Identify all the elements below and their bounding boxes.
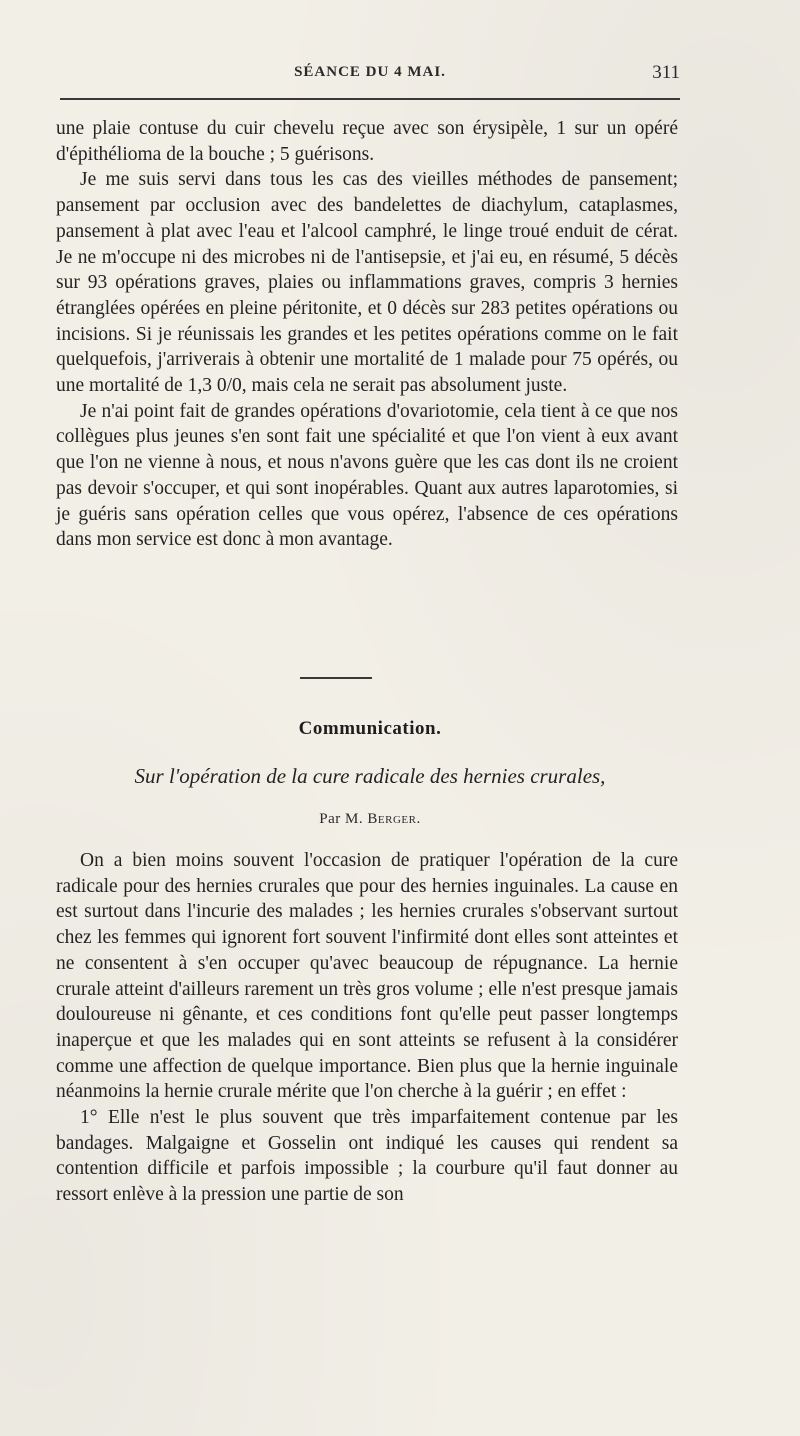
- byline-prefix: Par M.: [319, 811, 364, 827]
- text-block-top: [56, 116, 678, 553]
- author-name: Berger.: [367, 811, 421, 827]
- header-rule: [60, 98, 680, 100]
- text-block-bottom: [56, 848, 678, 1208]
- paragraph: 1° Elle n'est le plus souvent que très imparfaitement contenue par les bandages. Malgaigne et Gosselin ont indiqué les causes qui rendent sa contention difficile et parfois impossible ; la courbure qu'il faut donner au ressort enlève à la pression une partie de son: [56, 1107, 678, 1206]
- paragraph: Je me suis servi dans tous les cas des vieilles méthodes de pansement; pansement par occlusion avec des bandelettes de diachylum, cataplasmes, pansement à plat avec l'eau et l'alcool camphré, le linge troué enduit de cérat. Je ne m'occupe ni des microbes ni de l'antisepsie, et j'ai eu, en résumé, 5 décès sur 93 opérations graves, plaies ou inflammations graves, compris 3 hernies étranglées opérées en pleine péritonite, et 0 décès sur 283 petites opérations ou incisions. Si je réunissais les grandes et les petites opérations comme on le fait quelquefois, j'arriverais à obtenir une mortalité de 1 malade pour 75 opérés, ou une mortalité de 1,3 0/0, mais cela ne serait pas absolument juste.: [56, 169, 678, 397]
- paragraph: On a bien moins souvent l'occasion de pratiquer l'opération de la cure radicale pour des hernies crurales que pour des hernies inguinales. La cause en est surtout dans l'incurie des malades ; les hernies crurales s'observant surtout chez les femmes qui ignorent fort souvent l'infirmité dont elles sont atteintes et ne consentent à s'en occuper qu'avec beaucoup de répugnance. La hernie crurale atteint d'ailleurs rarement un très gros volume ; elle n'est presque jamais douloureuse ni gênante, et ces conditions font qu'elle peut passer longtemps inaperçue et que les malades qui en sont atteints se refusent à la considérer comme une affection de quelque importance. Bien plus que la hernie inguinale néanmoins la hernie crurale mérite que l'on cherche à la guérir ; en effet :: [56, 850, 678, 1103]
- running-title: SÉANCE DU 4 MAI.: [294, 64, 446, 80]
- paragraph: Je n'ai point fait de grandes opérations d'ovariotomie, cela tient à ce que nos collègues plus jeunes s'en sont fait une spécialité et que l'on vient à eux avant que l'on ne vienne à nous, et nous n'avons guère que les cas dont ils ne croient pas devoir s'occuper, et qui sont inopérables. Quant aux autres laparotomies, si je guéris sans opération celles que vous opérez, l'absence de ces opérations dans mon service est donc à mon avantage.: [56, 400, 678, 551]
- section-heading: Communication.: [298, 718, 442, 739]
- page-header: [60, 62, 680, 86]
- paragraph: une plaie contuse du cuir chevelu reçue avec son érysipèle, 1 sur un opéré d'épithélioma de la bouche ; 5 guérisons.: [56, 118, 678, 165]
- article-title: Sur l'opération de la cure radicale des hernies crurales,: [134, 764, 606, 788]
- byline: [60, 811, 680, 828]
- page-number: 311: [652, 62, 680, 83]
- section-separator: [300, 677, 372, 679]
